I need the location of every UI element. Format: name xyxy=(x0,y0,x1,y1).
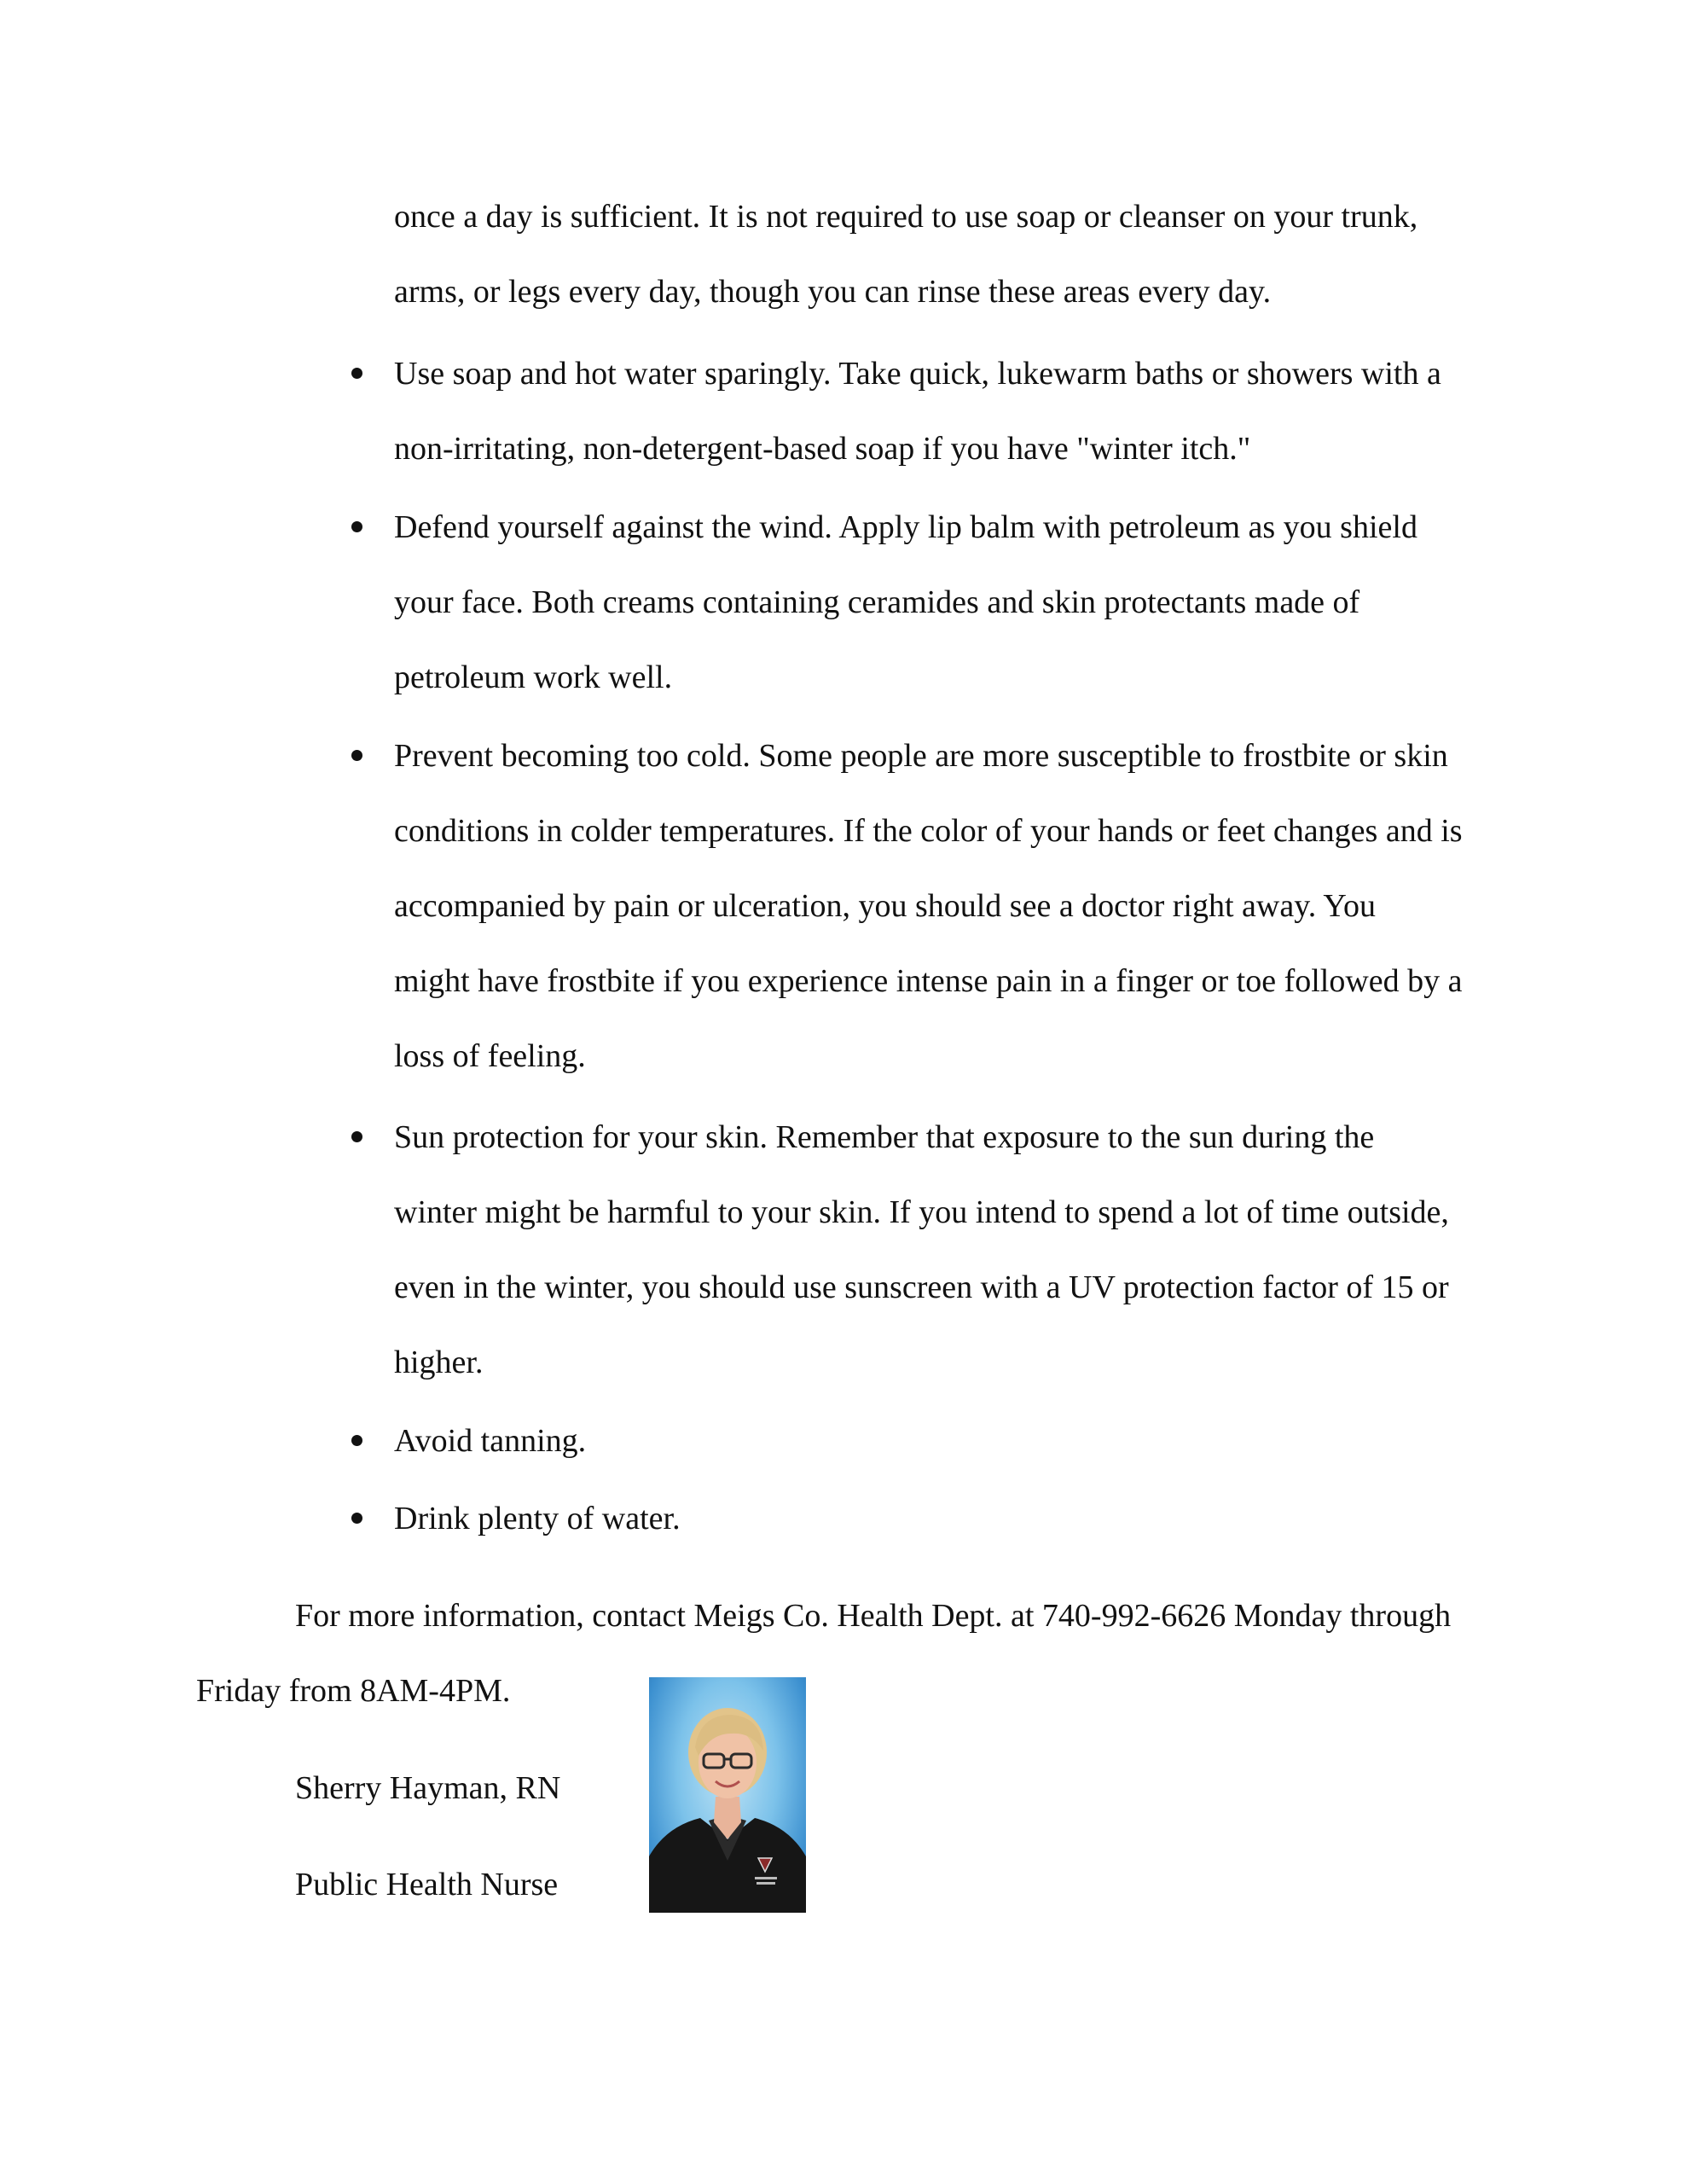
bullet-marker xyxy=(351,368,362,379)
bullet-marker xyxy=(351,521,362,532)
list-item-line: Drink plenty of water. xyxy=(394,1501,681,1536)
signature-name: Sherry Hayman, RN xyxy=(295,1770,561,1806)
list-item-line: Use soap and hot water sparingly. Take quick, lukewarm baths or showers with a xyxy=(394,356,1441,392)
list-item-line: Sun protection for your skin. Remember that exposure to the sun during the xyxy=(394,1119,1375,1155)
list-item-line: loss of feeling. xyxy=(394,1038,586,1074)
list-item-line: non-irritating, non-detergent-based soap if you have "winter itch." xyxy=(394,431,1251,467)
list-item-line: Defend yourself against the wind. Apply lip balm with petroleum as you shield xyxy=(394,509,1417,545)
portrait-illustration xyxy=(649,1677,806,1913)
bullet-marker xyxy=(351,1131,362,1142)
bullet-marker xyxy=(351,750,362,761)
intro-line: once a day is sufficient. It is not required to use soap or cleanser on your trunk, xyxy=(394,199,1418,235)
list-item-line: Avoid tanning. xyxy=(394,1423,587,1459)
list-item-line: winter might be harmful to your skin. If you intend to spend a lot of time outside, xyxy=(394,1194,1449,1230)
bullet-marker xyxy=(351,1435,362,1446)
signature-title: Public Health Nurse xyxy=(295,1867,559,1902)
list-item-line: accompanied by pain or ulceration, you should see a doctor right away. You xyxy=(394,888,1376,924)
contact-line: Friday from 8AM-4PM. xyxy=(196,1673,511,1709)
intro-line: arms, or legs every day, though you can rinse these areas every day. xyxy=(394,274,1272,310)
list-item-line: might have frostbite if you experience intense pain in a finger or toe followed by a xyxy=(394,963,1463,999)
list-item-line: higher. xyxy=(394,1345,484,1380)
list-item-line: petroleum work well. xyxy=(394,659,673,695)
bullet-marker xyxy=(351,1513,362,1524)
list-item-line: your face. Both creams containing ceramides and skin protectants made of xyxy=(394,584,1360,620)
list-item-line: conditions in colder temperatures. If the color of your hands or feet changes and is xyxy=(394,813,1463,849)
list-item-line: Prevent becoming too cold. Some people are more susceptible to frostbite or skin xyxy=(394,738,1448,774)
contact-line: For more information, contact Meigs Co. Health Dept. at 740-992-6626 Monday through xyxy=(295,1598,1452,1634)
list-item-line: even in the winter, you should use sunscreen with a UV protection factor of 15 or xyxy=(394,1269,1449,1305)
nurse-portrait-photo xyxy=(649,1677,806,1913)
